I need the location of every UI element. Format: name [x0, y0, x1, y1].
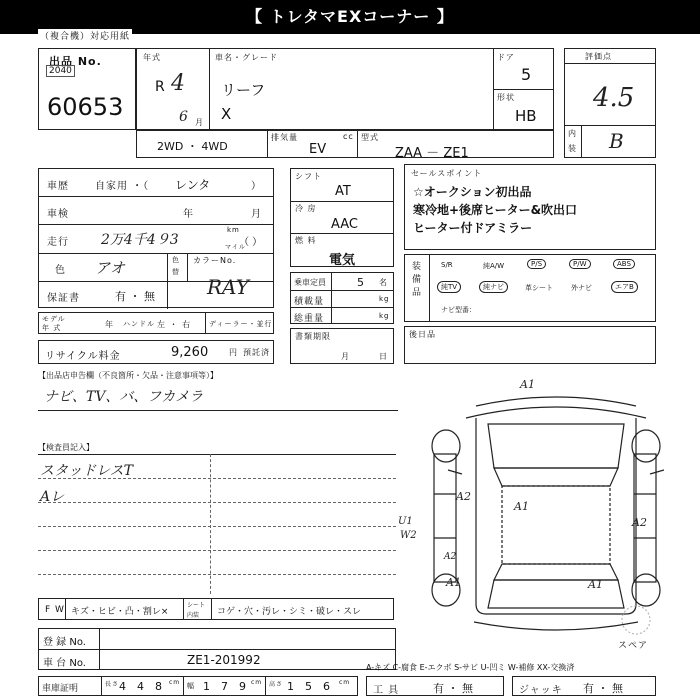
- eq-sunroof: S/R: [441, 261, 453, 269]
- shape-label: 形状: [497, 93, 515, 102]
- chassis-value: ZE1-201992: [187, 653, 261, 667]
- damage-mark-left-door: A2: [456, 490, 471, 503]
- eq-tv: 純TV: [437, 281, 461, 293]
- car-damage-diagram: [396, 376, 664, 636]
- tools-value: 有 ・ 無: [433, 682, 473, 695]
- certificate-label: 車庫証明: [42, 684, 79, 694]
- height-d2: 5: [305, 680, 312, 693]
- dealer-label: ディーラー・並行: [209, 320, 273, 328]
- spec-box: [290, 168, 394, 267]
- inspection-year-unit: 年: [183, 209, 194, 220]
- handle-value: 左 ・ 右: [157, 320, 192, 329]
- capacity-box: [290, 272, 394, 324]
- sheet-note: （複合機）対応用紙: [38, 29, 132, 42]
- color-change-label-2: 替: [172, 268, 180, 276]
- tools-label: 工 具: [373, 685, 400, 696]
- width-d3: 9: [239, 680, 246, 693]
- year-label: 年式: [143, 53, 161, 62]
- capacity-unit: 名: [379, 278, 388, 287]
- color-label: 色: [55, 265, 66, 276]
- registration-label: 登 録 No.: [43, 637, 86, 648]
- later-items-box: [404, 326, 656, 364]
- sales-line-1: ☆オークション初出品: [413, 185, 532, 199]
- color-code-value: RAY: [207, 275, 249, 299]
- damage-mark-right-side: A2: [632, 516, 647, 529]
- sales-line-2: 寒冷地+後席ヒーター&吹出口: [413, 203, 578, 217]
- declaration-text: ナビ、TV、バ、フカメラ: [44, 389, 204, 405]
- recycle-value: 9,260: [171, 345, 209, 360]
- doors-value: 5: [521, 65, 532, 84]
- chassis-label: 車 台 No.: [43, 658, 86, 669]
- lot-stamp: 2040: [46, 65, 75, 77]
- width-d2: 7: [221, 680, 228, 693]
- model-year-label-2: 年 式: [42, 324, 62, 332]
- model-year-unit: 年: [105, 320, 114, 329]
- fw-label: F W: [45, 605, 65, 615]
- jack-value: 有 ・ 無: [583, 682, 623, 695]
- mileage-unit-mile: マイル: [225, 244, 246, 251]
- seat-label-2: 内装: [187, 612, 200, 619]
- width-d1: 1: [203, 680, 210, 693]
- certificate-row: [38, 676, 358, 696]
- model-name: リーフ: [221, 81, 266, 99]
- shift-label: シフト: [295, 172, 322, 181]
- capacity-label: 乗車定員: [294, 278, 326, 287]
- gross-unit: kg: [379, 312, 390, 320]
- inspector-line-2: Aレ: [40, 489, 65, 505]
- interior-label-2: 装: [568, 144, 577, 153]
- year-era: R: [155, 79, 165, 95]
- eq-abs: ABS: [613, 259, 635, 269]
- height-label: 高さ: [269, 681, 284, 688]
- vehicle-info-box: [136, 48, 554, 130]
- term-day-unit: 日: [379, 352, 388, 361]
- term-month-unit: 月: [341, 352, 350, 361]
- vehicle-detail-box: [38, 168, 274, 308]
- eq-navi: 純ナビ: [479, 281, 508, 293]
- drive-value: 2WD ・ 4WD: [157, 140, 228, 153]
- score-box: [564, 48, 656, 158]
- recycle-label: リサイクル料金: [45, 351, 121, 362]
- width-label: 幅: [187, 682, 195, 690]
- height-unit: cm: [339, 679, 351, 686]
- load-label: 積載量: [294, 297, 325, 307]
- sales-points-box: [404, 164, 656, 250]
- capacity-value: 5: [357, 276, 364, 289]
- warranty-value: 有 ・ 無: [115, 290, 155, 303]
- length-unit: cm: [169, 679, 181, 686]
- sales-label: セールスポイント: [411, 169, 483, 178]
- shape-value: HB: [515, 107, 537, 125]
- later-label: 後日品: [409, 330, 436, 339]
- eq-ext-navi: 外ナビ: [571, 284, 592, 292]
- damage-mark-rear-right: A1: [588, 578, 603, 591]
- model-year-row: [38, 312, 274, 334]
- inspector-box: [38, 442, 396, 594]
- mileage-unit-km: km: [227, 226, 240, 234]
- inspection-month-unit: 月: [251, 209, 262, 220]
- lot-number: 60653: [47, 93, 124, 121]
- interior-value: B: [609, 129, 624, 153]
- mileage-paren: （ ）: [239, 237, 263, 248]
- fuel-label: 燃 料: [295, 236, 317, 245]
- ac-value: AAC: [331, 217, 358, 232]
- damage-mark-left-w2: W2: [400, 530, 417, 541]
- history-close: ）: [251, 181, 262, 192]
- equipment-box: [404, 254, 656, 322]
- recycle-note: 預託済: [243, 348, 270, 357]
- length-d2: 4: [137, 680, 144, 693]
- color-code-label: カラーNo.: [193, 256, 237, 265]
- damage-legend: A-キズ C-腐食 E-エクボ S-サビ U-凹ミ W-補修 XX-交換済: [366, 663, 575, 672]
- fw-items: キズ・ヒビ・凸・割レ×: [71, 607, 169, 617]
- drive-row: [136, 130, 554, 161]
- history-text: 自家用 ・（: [95, 181, 150, 192]
- length-d3: 8: [155, 680, 162, 693]
- fw-row: [38, 598, 394, 620]
- spare-label: スペア: [618, 641, 649, 651]
- length-d1: 4: [119, 680, 126, 693]
- year-value: 4: [171, 71, 185, 96]
- gross-label: 総重量: [294, 314, 325, 324]
- recycle-row: [38, 340, 274, 364]
- displacement-unit: cc: [343, 132, 354, 141]
- width-unit: cm: [251, 679, 263, 686]
- score-label: 評価点: [585, 52, 612, 61]
- inspection-label: 車検: [47, 209, 69, 220]
- eq-leather: 革シート: [525, 284, 553, 292]
- damage-mark-roof: A1: [514, 500, 529, 513]
- lot-box: [38, 48, 136, 130]
- displacement-value: EV: [309, 142, 327, 157]
- color-value: アオ: [95, 259, 125, 277]
- history-label: 車歴: [47, 181, 69, 192]
- inspector-line-1: スタッドレスT: [40, 463, 133, 479]
- doors-label: ドア: [497, 53, 515, 62]
- sales-line-3: ヒーター付ドアミラー: [413, 221, 533, 235]
- eq-alloy-wheels: 純A/W: [483, 262, 505, 270]
- type-value: ZAA － ZE1: [395, 146, 469, 161]
- jack-box: [512, 676, 656, 696]
- term-label: 書類期限: [295, 332, 331, 341]
- height-d3: 6: [323, 680, 330, 693]
- fuel-value: 電気: [329, 253, 356, 268]
- inspector-label: 【検査員記入】: [38, 443, 94, 452]
- term-box: [290, 328, 394, 364]
- history-value: レンタ: [175, 178, 211, 192]
- eq-airbag: エアB: [611, 281, 638, 293]
- handle-label: ハンドル: [123, 320, 155, 328]
- ac-label: 冷 房: [295, 204, 317, 213]
- year-month: 6: [179, 109, 188, 125]
- jack-label: ジャッキ: [519, 685, 563, 696]
- eq-power-windows: P/W: [569, 259, 591, 269]
- equipment-vertical-label: 装 備 品: [412, 262, 423, 298]
- score-value: 4.5: [593, 83, 635, 113]
- height-d1: 1: [287, 680, 294, 693]
- model-grade: X: [221, 105, 232, 123]
- warranty-label: 保証書: [47, 293, 80, 304]
- eq-power-steering: P/S: [527, 259, 546, 269]
- damage-mark-left-rear-door: A2: [444, 552, 457, 562]
- tools-box: [366, 676, 504, 696]
- seat-label-1: シート: [187, 602, 206, 609]
- model-label: 車名・グレード: [215, 53, 278, 62]
- year-month-unit: 月: [195, 118, 204, 127]
- displacement-label: 排気量: [271, 133, 298, 142]
- model-year-label-1: モデル: [42, 315, 66, 323]
- color-change-label-1: 色: [172, 256, 180, 264]
- mileage-value: 2万4千4９3: [101, 232, 179, 248]
- interior-label-1: 内: [568, 129, 577, 138]
- mileage-label: 走行: [47, 237, 69, 248]
- damage-mark-front: A1: [520, 378, 535, 391]
- eq-nav-model-label: ナビ型番：: [441, 306, 476, 314]
- length-label: 長さ: [105, 681, 120, 688]
- type-label: 型式: [361, 133, 379, 142]
- seat-items: コゲ・穴・汚レ・シミ・破レ・スレ: [217, 607, 362, 617]
- recycle-unit: 円: [229, 348, 238, 357]
- damage-mark-left-u1: U1: [398, 516, 413, 527]
- shift-value: AT: [335, 184, 351, 199]
- page-banner: 【 トレタマEXコーナー 】: [0, 0, 700, 34]
- declaration-label: 【出品店申告欄（不良箇所・欠品・注意事項等）】: [38, 371, 218, 380]
- load-unit: kg: [379, 295, 390, 303]
- lot-label: 出品 No.: [49, 55, 102, 68]
- damage-mark-rear-left: A1: [446, 576, 461, 589]
- registration-box: [38, 628, 396, 670]
